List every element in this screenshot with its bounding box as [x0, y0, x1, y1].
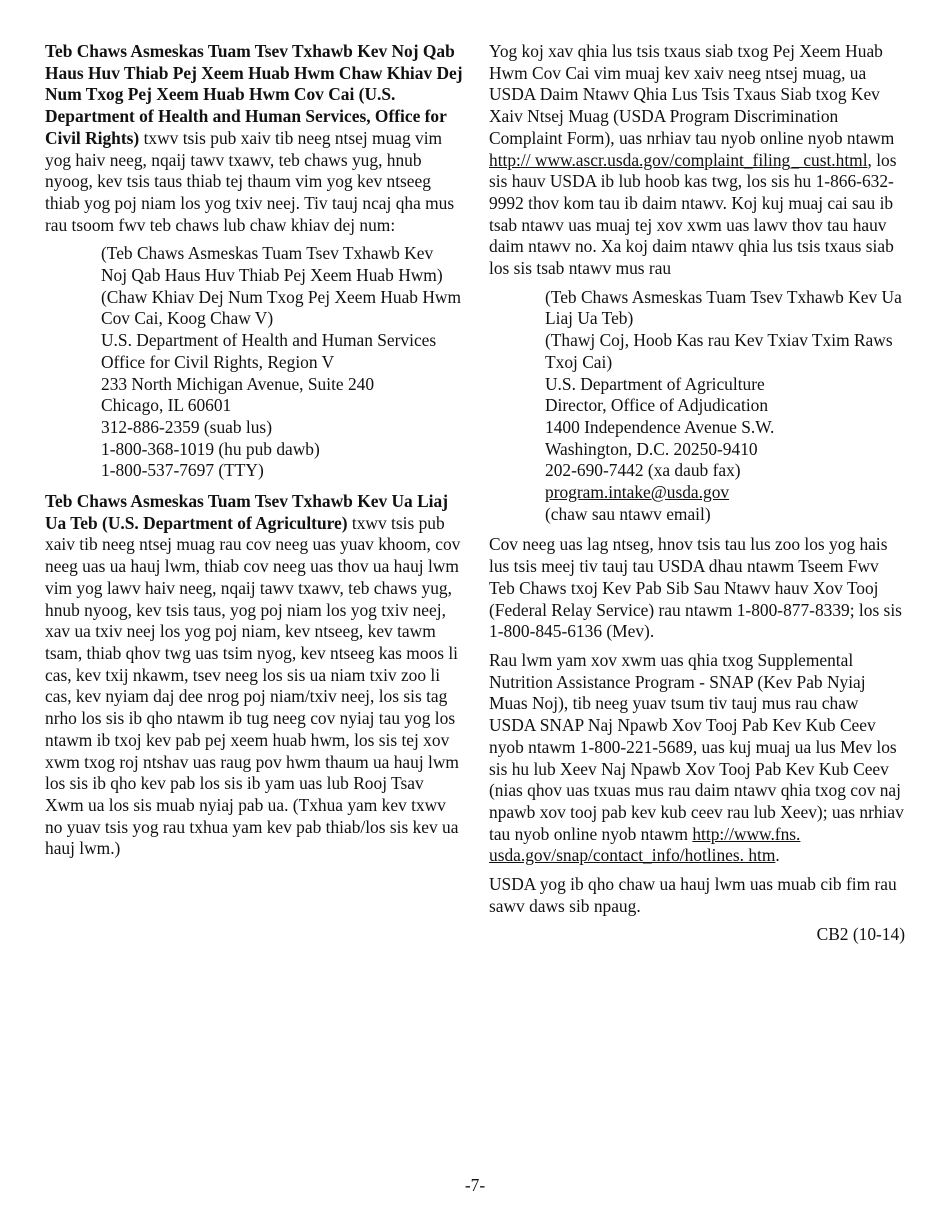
hhs-address-line: 233 North Michigan Avenue, Suite 240 [101, 373, 375, 394]
usda-email-link[interactable]: program.intake@usda.gov [545, 482, 730, 503]
usda-address-line: Director, Office of Adjudication [545, 395, 769, 416]
hhs-address-line: (Teb Chaws Asmeskas Tuam Tsev Txhawb Kev Noj Qab Haus Huv Thiab Pej Xeem Huab Hwm) [101, 243, 443, 286]
relay-paragraph: Cov neeg uas lag ntseg, hnov tsis tau lus zoo los yog hais lus tsis meej tiv tauj tau USDA dhau ntawm Tseem Fwv Teb Chaws txoj Kev Pab Sib Sau Ntawv hauv Xov Tooj (Federal Relay Service) rau ntawm 1-800-877-8339; los sis 1-800-845-6136 (Mev). [489, 534, 902, 642]
hhs-address-line: Office for Civil Rights, Region V [101, 351, 335, 372]
usda-address-line: (Thawj Coj, Hoob Kas rau Kev Txiav Txim Raws Txoj Cai) [545, 330, 893, 372]
usda-paragraph [45, 491, 463, 860]
usda-heading: Teb Chaws Asmeskas Tuam Tsev Txhawb Kev Ua Liaj Ua Teb (U.S. Department of Agriculture) [45, 491, 449, 533]
hhs-phone-tollfree: 1-800-368-1019 (hu pub dawb) [101, 438, 320, 459]
hhs-address-line: (Chaw Khiav Dej Num Txog Pej Xeem Huab Hwm Cov Cai, Koog Chaw V) [101, 286, 461, 329]
usda-body: txwv tsis pub xaiv tib neeg ntsej muag rau cov neeg uas yuav khoom, cov neeg uas ua hauj lwm, thiab cov neeg uas thov ua hauj lwm vim yog lawv haiv neeg, nqaij tawv txawv, teb chaws yug, hnub nyoog, kev tsis taus, yog poj niam los yog txiv neej, xav ua txiv neej los yog poj niam, kev ntseeg, kev tawm tsam, thiab qhov twg uas tsim nyog, kev ntseeg kas moos li cas, kev txij nkawm, tsev neeg los sis ua niam txiv zoo li cas, kev nyiam daj dee nrog poj niam/txiv neej, los sis tag nrho los sis ib qho ntawm ib tug neeg cov nyiaj tau yog los ntawm ib txoj kev pab pej xeem huab hwm, los sis tej xov xwm txog roj ntshav uas raug pov hwm thaum ua hauj lwm los sis ib qho kev pab los sis ib yam uas lub Rooj Tsav Xwm ua los sis muab nyiaj pab ua. (Txhua yam kev txwv no yuav tsis yog rau txhua yam kev pab thiab/los sis kev ua hauj lwm.) [45, 512, 461, 859]
usda-address-line: 1400 Independence Avenue S.W. [545, 416, 775, 437]
hhs-phone-tty: 1-800-537-7697 (TTY) [101, 460, 264, 481]
usda-address [545, 287, 907, 526]
hhs-phone-voice: 312-886-2359 (suab lus) [101, 416, 272, 437]
usda-fax: 202-690-7442 (xa daub fax) [545, 460, 741, 481]
usda-address-line: (Teb Chaws Asmeskas Tuam Tsev Txhawb Kev Ua Liaj Ua Teb) [545, 286, 902, 329]
form-code: CB2 (10-14) [816, 924, 905, 944]
right-column [489, 41, 907, 924]
complaint-form-link[interactable]: http:// www.ascr.usda.gov/complaint_filing_ cust.html [489, 149, 868, 170]
hhs-address-line: Chicago, IL 60601 [101, 395, 232, 416]
hhs-heading: Teb Chaws Asmeskas Tuam Tsev Txhawb Kev Noj Qab Haus Huv Thiab Pej Xeem Huab Hwm Chaw Khiav Dej Num Txog Pej Xeem Huab Hwm Cov Cai (U.S. Department of Health and Human Services, Office for Civil Rights) [45, 41, 463, 148]
usda-address-line: U.S. Department of Agriculture [545, 373, 765, 394]
snap-hotlines-link[interactable]: http://www.fns. usda.gov/snap/contact_info/hotlines. htm [489, 823, 801, 866]
usda-address-line: Washington, D.C. 20250-9410 [545, 438, 758, 459]
snap-paragraph: Rau lwm yam xov xwm uas qhia txog Supplemental Nutrition Assistance Program - SNAP (Kev Pab Nyiaj Muas Noj), tib neeg yuav tsum tiv tauj mus rau chaw USDA SNAP Naj Npawb Xov Tooj Pab Kev Kub Ceev nyob ntawm 1-800-221-5689, uas kuj muaj ua lus Mev los sis hu lub Xeev Naj Npawb Xov Tooj Pab Kev Kub Ceev (nias qhov uas txuas mus rau daim ntawv qhia txog cov naj npawb xov tooj pab kev kub ceev rau lub Xeev); uas nrhiav tau nyob online nyob ntawm http://www.fns. usda.gov/snap/contact_info/hotlines. htm. [489, 649, 904, 866]
hhs-address-line: U.S. Department of Health and Human Services [101, 330, 437, 351]
page-number: -7- [464, 1175, 486, 1195]
complaint-paragraph: Yog koj xav qhia lus tsis txaus siab txog Pej Xeem Huab Hwm Cov Cai vim muaj kev xaiv neeg ntsej muag, ua USDA Daim Ntawv Qhia Lus Tsis Txaus Siab txog Kev Xaiv Ntsej Muag (USDA Program Discrimination Complaint Form), uas nrhiav tau nyob online nyob ntawm http:// www.ascr.usda.gov/complaint_filing_ cust.html, los sis hauv USDA ib lub hoob kas twg, los sis hu 1-866-632-9992 thov kom tau ib daim ntawv. Koj kuj muaj cai sau ib tsab ntawv uas muaj tej xov xwm uas lawv thov tau hauv daim ntawv no. Xa koj daim ntawv qhia lus tsis txaus siab los sis tsab ntawv mus rau [489, 41, 897, 279]
usda-email-line: program.intake@usda.gov (chaw sau ntawv email) [545, 482, 730, 524]
hhs-address [101, 243, 463, 482]
hhs-body: txwv tsis pub xaiv tib neeg ntsej muag vim yog haiv neeg, nqaij tawv txawv, teb chaws yug, hnub nyoog, kev tsis taus thiab tej thaum vim yog kev ntseeg thiab yog poj niam los yog txiv neej. Tiv tauj ncaj qha mus rau tsoom fwv teb chaws lub chaw khiav dej num: [45, 127, 455, 235]
left-column [45, 41, 463, 867]
equal-opportunity-statement: USDA yog ib qho chaw ua hauj lwm uas muab cib fim rau sawv daws sib npaug. [489, 874, 897, 916]
hhs-paragraph [45, 41, 463, 236]
